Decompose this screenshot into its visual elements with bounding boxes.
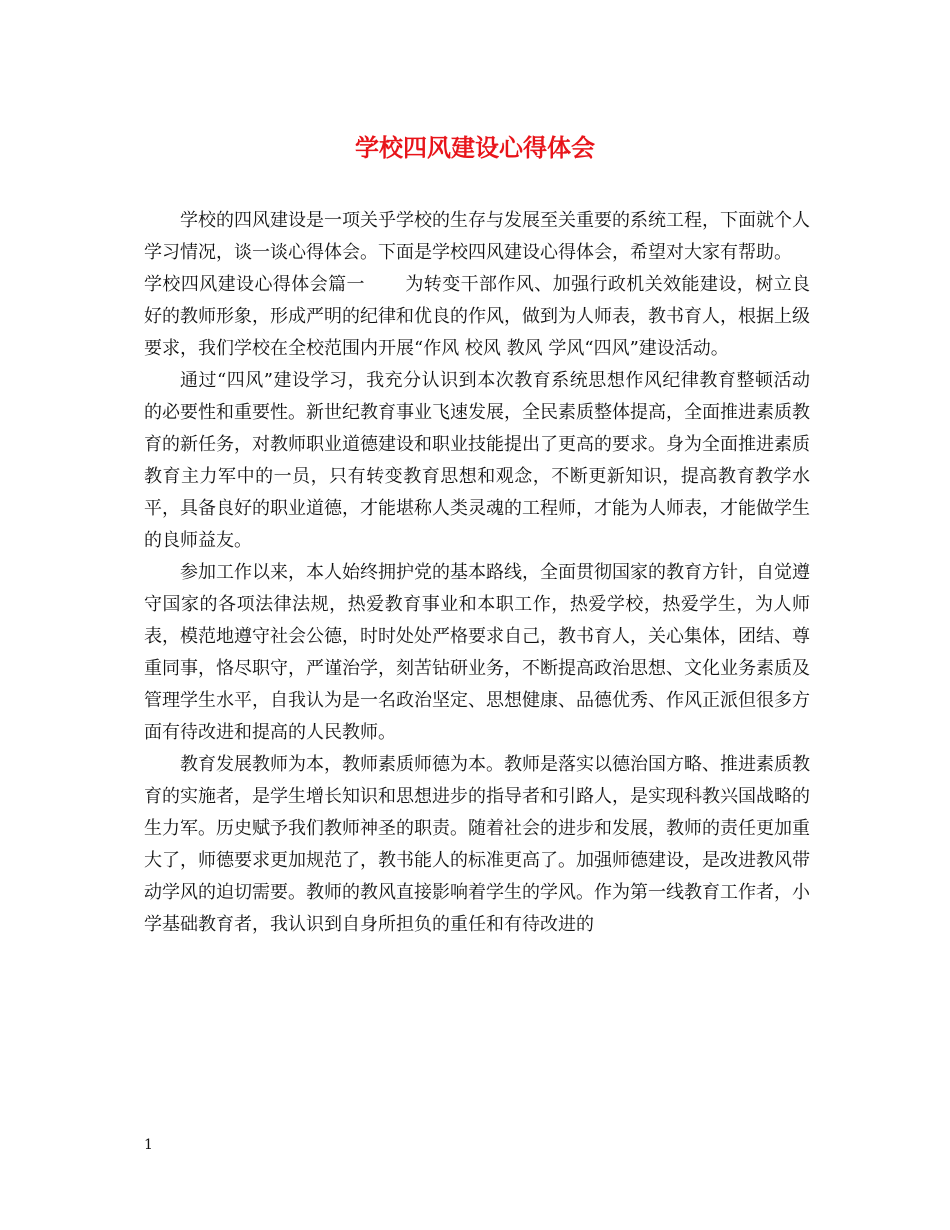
page-number: 1	[144, 1137, 153, 1153]
section-one-text: 为转变干部作风、加强行政机关效能建设，树立良好的教师形象，形成严明的纪律和优良的作风，做到为人师表，教书育人，根据上级要求，我们学校在全校范围内开展“作风 校风 教风 学风“四风”建设活动。	[144, 274, 811, 359]
paragraph-intro: 学校的四风建设是一项关乎学校的生存与发展至关重要的系统工程，下面就个人学习情况，谈一谈心得体会。下面是学校四风建设心得体会，希望对大家有帮助。	[144, 210, 810, 263]
document-title: 学校四风建设心得体会	[355, 133, 595, 162]
document-body	[144, 205, 810, 941]
paragraph-ethics: 教育发展教师为本，教师素质师德为本。教师是落实以德治国方略、推进素质教育的实施者，是学生增长知识和思想进步的指导者和引路人，是实现科教兴国战略的生力军。历史赋予我们教师神圣的职责。随着社会的进步和发展，教师的责任更加重大了，师德要求更加规范了，教书能人的标准更高了。加强师德建设，是改进教风带动学风的迫切需要。教师的教风直接影响着学生的学风。作为第一线教育工作者，小学基础教育者，我认识到自身所担负的重任和有待改进的	[144, 754, 810, 935]
paragraph-section-one	[144, 269, 810, 365]
paragraph-study: 通过“四风”建设学习，我充分认识到本次教育系统思想作风纪律教育整顿活动的必要性和重要性。新世纪教育事业飞速发展，全民素质整体提高，全面推进素质教育的新任务，对教师职业道德建设和职业技能提出了更高的要求。身为全面推进素质教育主力军中的一员，只有转变教育思想和观念，不断更新知识，提高教育教学水平，具备良好的职业道德，才能堪称人类灵魂的工程师，才能为人师表，才能做学生的良师益友。	[144, 370, 810, 551]
section-heading: 学校四风建设心得体会篇一	[144, 274, 365, 295]
paragraph-work: 参加工作以来，本人始终拥护党的基本路线，全面贯彻国家的教育方针，自觉遵守国家的各项法律法规，热爱教育事业和本职工作，热爱学校，热爱学生，为人师表，模范地遵守社会公德，时时处处严格要求自己，教书育人，关心集体，团结、尊重同事，恪尽职守，严谨治学，刻苦钻研业务，不断提高政治思想、文化业务素质及管理学生水平，自我认为是一名政治坚定、思想健康、品德优秀、作风正派但很多方面有待改进和提高的人民教师。	[144, 562, 810, 743]
